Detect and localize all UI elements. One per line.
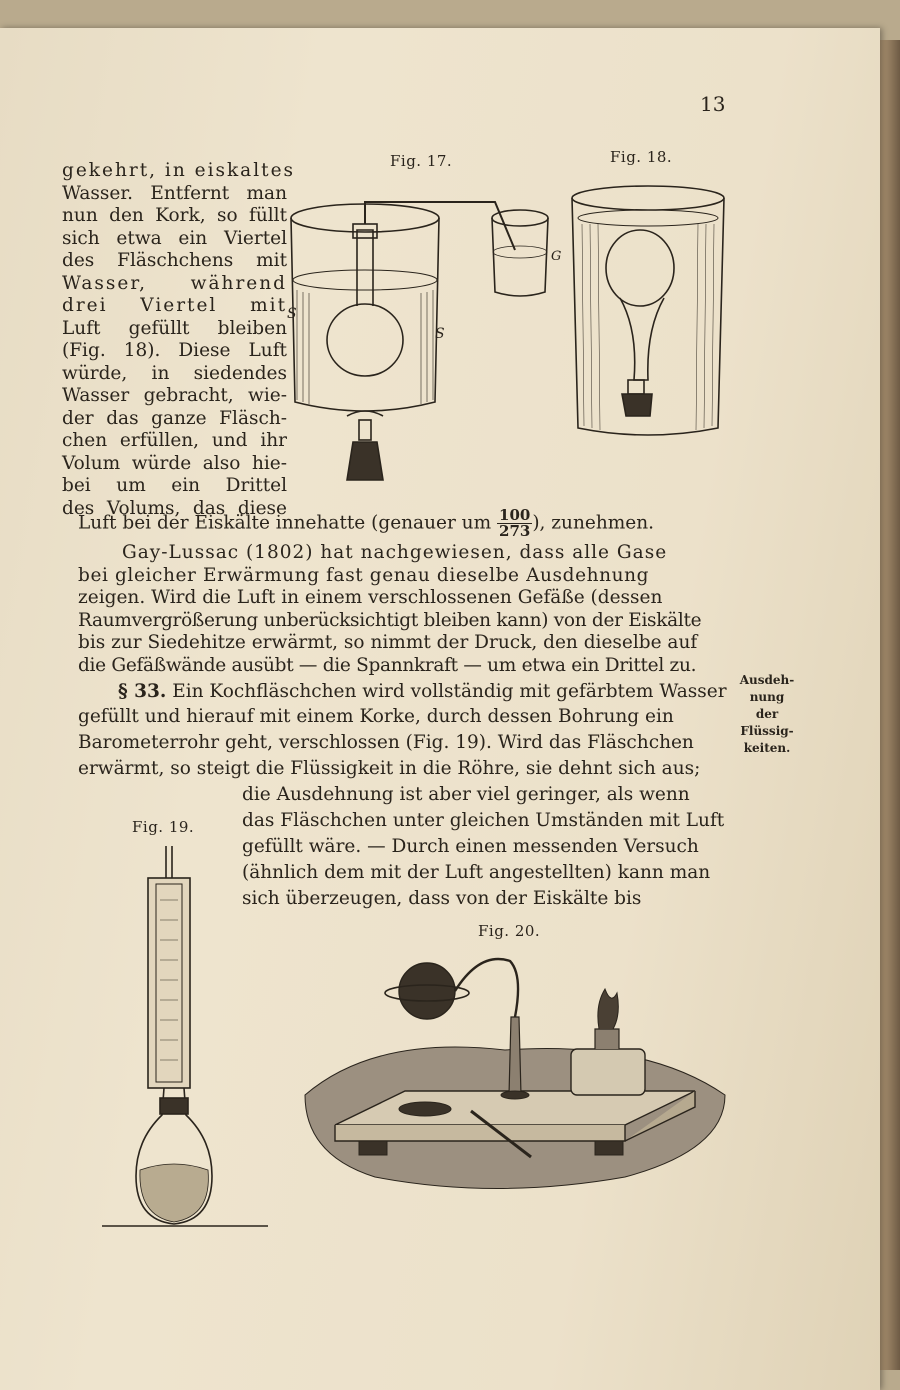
text-line: des Fläschchens mit bbox=[62, 250, 287, 271]
section-mark: § 33. bbox=[118, 681, 167, 702]
text-line: bei gleicher Erwärmung fast genau dieselbe Ausdehnung bbox=[78, 564, 650, 586]
fraction-line-before: Luft bei der Eiskälte innehatte (genauer um bbox=[78, 512, 498, 534]
text-line: der das ganze Fläsch- bbox=[62, 407, 287, 429]
narrow-text-column bbox=[62, 160, 296, 520]
text-line: gefüllt und hierauf mit einem Korke, durch dessen Bohrung ein bbox=[78, 705, 674, 727]
text-line: nun den Kork, so füllt bbox=[62, 205, 287, 226]
text-line: die Gefäßwände ausübt — die Spannkraft — um etwa ein Drittel zu. bbox=[78, 654, 697, 676]
fig17-label: Fig. 17. bbox=[390, 152, 453, 170]
text-line: (ähnlich dem mit der Luft angestellten) kann man bbox=[242, 862, 711, 883]
fraction-line bbox=[78, 508, 727, 542]
fraction-numerator: 100 bbox=[499, 506, 531, 524]
text-line: sich etwa ein Viertel bbox=[62, 227, 287, 249]
text-line: Wasser gebracht, wie- bbox=[62, 385, 287, 406]
text-line: zeigen. Wird die Luft in einem verschlossenen Gefäße (dessen bbox=[78, 587, 663, 608]
margin-note-line: Ausdeh- bbox=[739, 673, 795, 687]
text-line: des Volums, das diese bbox=[62, 497, 287, 519]
fig20-label: Fig. 20. bbox=[478, 922, 541, 940]
text-line: das Fläschchen unter gleichen Umständen mit Luft bbox=[242, 810, 725, 831]
margin-note-line: nung der bbox=[749, 690, 785, 721]
fig17-mark-g: G bbox=[551, 249, 562, 264]
fraction-line-after: ), zunehmen. bbox=[532, 512, 655, 534]
text-line: Wasser. Entfernt man bbox=[62, 182, 287, 204]
text-line: chen erfüllen, und ihr bbox=[62, 430, 287, 451]
margin-note-line: Flüssig- bbox=[740, 724, 794, 738]
text-line: Gay-Lussac (1802) hat nachgewiesen, dass alle Gase bbox=[122, 542, 668, 563]
margin-note-line: keiten. bbox=[743, 741, 791, 755]
section33-first-line bbox=[78, 681, 727, 704]
text-line: würde, in siedendes bbox=[62, 362, 287, 384]
main-text-block bbox=[78, 508, 727, 782]
text-line: Wasser, während bbox=[62, 272, 287, 294]
text-line: drei Viertel mit bbox=[62, 295, 287, 316]
fraction bbox=[497, 508, 532, 539]
fig19-illustration bbox=[100, 840, 275, 1235]
text-line: gekehrt, in eiskaltes bbox=[62, 160, 296, 181]
text-line: Ein Kochfläschchen wird vollständig mit gefärbtem Wasser bbox=[166, 681, 727, 702]
fig20-illustration bbox=[295, 945, 735, 1200]
fig17-illustration bbox=[285, 180, 575, 490]
text-line: Barometerrohr geht, verschlossen (Fig. 19). Wird das Fläschchen bbox=[78, 731, 694, 753]
fig18-label: Fig. 18. bbox=[610, 148, 673, 166]
fig19-label: Fig. 19. bbox=[132, 818, 195, 836]
fig17-mark-s2: S bbox=[435, 326, 445, 342]
page-number: 13 bbox=[700, 92, 726, 116]
text-line: erwärmt, so steigt die Flüssigkeit in die Röhre, sie dehnt sich aus; bbox=[78, 757, 701, 779]
margin-note bbox=[738, 672, 796, 757]
text-line: gefüllt wäre. — Durch einen messenden Versuch bbox=[242, 836, 699, 857]
text-line: bei um ein Drittel bbox=[62, 475, 287, 496]
text-line: sich überzeugen, dass von der Eiskälte bis bbox=[242, 888, 642, 909]
right-text-column bbox=[242, 782, 724, 912]
fig17-mark-s1: S bbox=[287, 306, 297, 322]
text-line: Luft gefüllt bleiben bbox=[62, 317, 287, 339]
text-line: Raumvergrößerung unberücksichtigt bleiben kann) von der Eiskälte bbox=[78, 609, 702, 631]
text-line: die Ausdehnung ist aber viel geringer, als wenn bbox=[242, 784, 690, 805]
text-line: Volum würde also hie- bbox=[62, 452, 287, 474]
fraction-denominator: 273 bbox=[499, 522, 531, 540]
text-line: (Fig. 18). Diese Luft bbox=[62, 340, 287, 361]
fig18-illustration bbox=[568, 180, 728, 445]
text-line: bis zur Siedehitze erwärmt, so nimmt der Druck, den dieselbe auf bbox=[78, 632, 698, 653]
